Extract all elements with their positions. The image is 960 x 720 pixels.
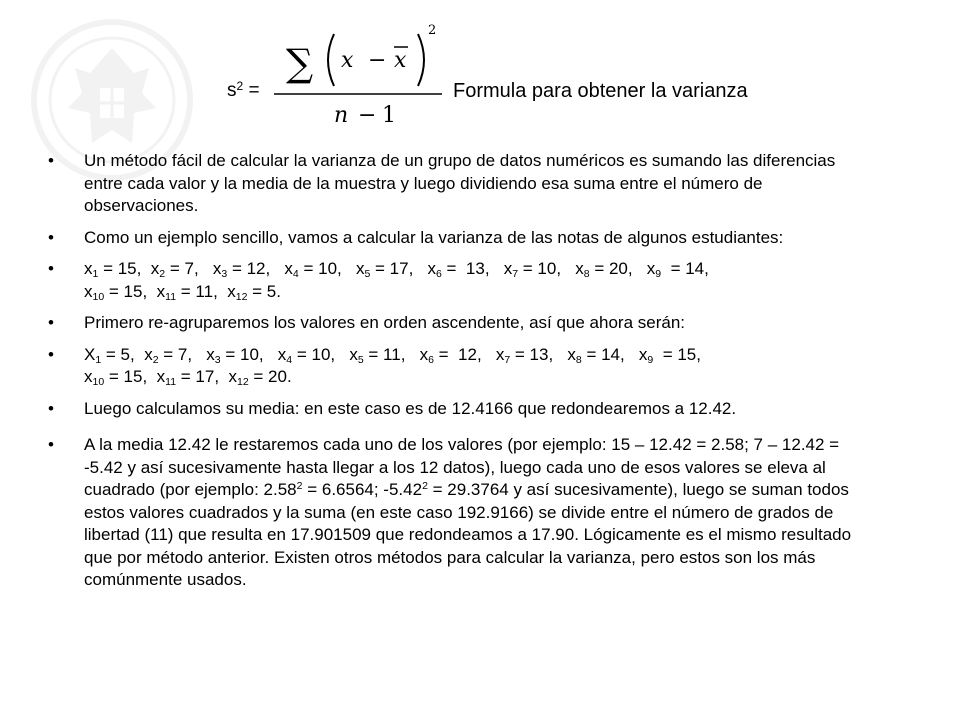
list-item: • Un método fácil de calcular la varianza de un grupo de datos numéricos es sumando las diferencias entre cada valor y la media de la muestra y luego dividiendo esa suma entre el número de observaciones. xyxy=(48,151,836,215)
bullet-dot: • xyxy=(48,313,54,332)
denominator-n: n xyxy=(334,103,349,128)
bullet-dot: • xyxy=(48,398,54,418)
bullet-list xyxy=(48,150,868,601)
numerator-x2: x xyxy=(394,48,407,73)
bullet-dot: • xyxy=(48,259,54,278)
formula-lhs: $s^2$ = xyxy=(227,79,260,101)
denominator-one: 1 xyxy=(382,103,396,128)
bullet-dot: • xyxy=(48,227,54,247)
formula-description: Formula para obtener la varianza xyxy=(453,80,748,102)
list-item: • Como un ejemplo sencillo, vamos a calcular la varianza de las notas de algunos estudiantes: xyxy=(48,227,868,250)
list-item: • A la media 12.42 le restaremos cada uno de los valores (por ejemplo: 15 – 12.42 = 2.58; 7 – 12.42 = -5.42 y así sucesivamente hasta llegar a los 12 datos), luego cada uno de esos valores se eleva al cuadrado (por ejemplo: $2.58^2 = 6.6564$; $-5.42^2 = 29.3764$ y así sucesivamente), luego se suman todos estos valores cuadrados y la suma (en este caso 192.9166) se divide entre el número de grados de libertad (11) que resulta en 17.901509 que redondeamos a 17.90. Lógicamente es el mismo resultado que por método anterior. Existen otros métodos para calcular la varianza, pero estos son los más comúnmente usados. xyxy=(48,435,852,589)
numerator-minus: − xyxy=(368,48,387,73)
formula-fraction xyxy=(270,14,450,134)
bullet-dot: • xyxy=(48,344,54,364)
right-paren xyxy=(418,34,424,86)
list-item-sorted-values: • $X_1 = 5$, $x_2 = 7$, $x_3 = 10$, $x_4 = 10$, $x_5 = 11$, $x_6 = 12$, $x_7 = 13$, $x_8 = 14$, $x_9 = 15$, $x_{10} = 15$, $x_{11} = 17$, $x_{12} = 20$. xyxy=(48,344,701,388)
list-item: • Luego calculamos su media: en este caso es de 12.4166 que redondearemos a 12.42. xyxy=(48,398,868,421)
bullet-dot: • xyxy=(48,151,54,170)
numerator-exponent: 2 xyxy=(428,23,437,38)
variance-formula xyxy=(0,0,960,140)
sigma-symbol: ∑ xyxy=(286,41,314,85)
list-item: • Primero re-agruparemos los valores en orden ascendente, así que ahora serán: xyxy=(48,312,868,335)
left-paren xyxy=(328,34,334,86)
bullet-dot: • xyxy=(48,435,54,454)
list-item-original-values: • $x_1 = 15$, $x_2 = 7$, $x_3 = 12$, $x_4 = 10$, $x_5 = 17$, $x_6 = 13$, $x_7 = 10$, $x_8 = 20$, $x_9 = 14$, $x_{10} = 15$, $x_{11} = 11$, $x_{12} = 5$. xyxy=(48,259,709,303)
denominator-minus: − xyxy=(358,103,377,128)
numerator-x1: x xyxy=(341,48,354,73)
